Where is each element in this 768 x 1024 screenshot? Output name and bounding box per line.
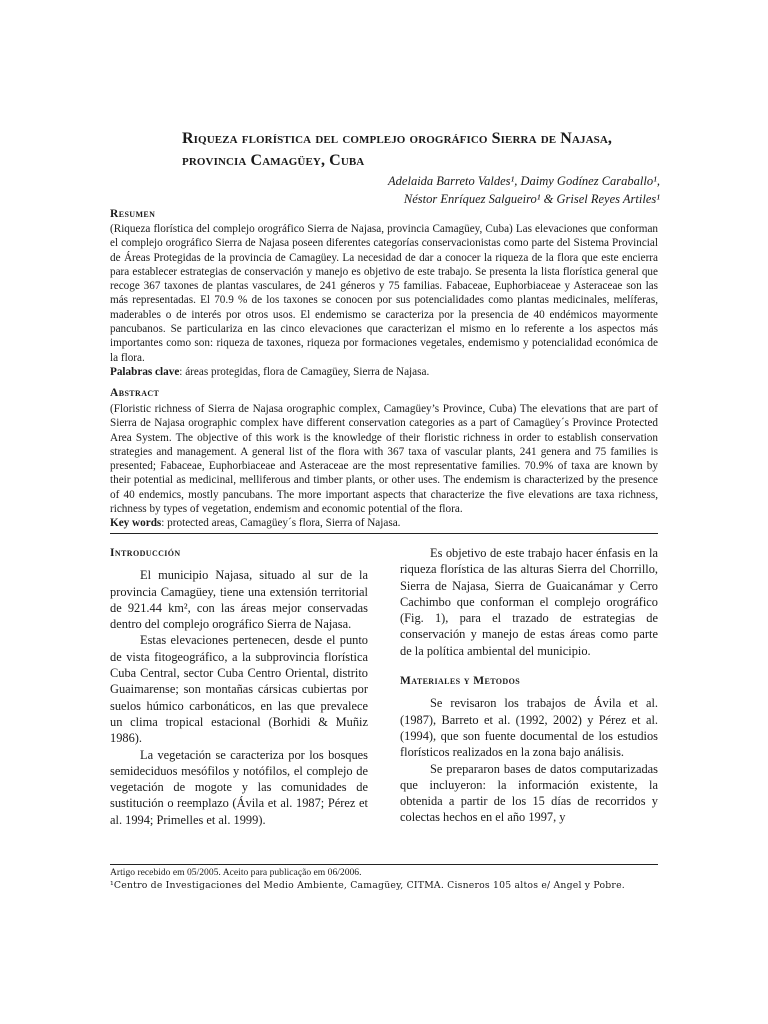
footnotes bbox=[110, 867, 658, 892]
title-line-2: provincia Camagüey, Cuba bbox=[182, 152, 365, 169]
intro-paragraph-2: Estas elevaciones pertenecen, desde el punto de vista fitogeográfico, a la subprovincia florística Cuba Central, sector Cuba Centro Oriental, distrito Guaimarense; son montañas cársicas cubiertas por suelos húmico carbonáticos, en las que prevalece un clima tropical estacional (Borhidi & Muñiz 1986). bbox=[110, 633, 368, 746]
resumen-heading: Resumen bbox=[110, 208, 156, 220]
palabras-clave-label: Palabras clave bbox=[110, 365, 180, 378]
introduccion-heading: Introducción bbox=[110, 547, 181, 559]
resumen-body: (Riqueza florística del complejo orográfico Sierra de Najasa, provincia Camagüey, Cuba) Las elevaciones que conforman el complejo orográfico Sierra de Najasa poseen diferentes categorías conservacionistas como parte del Sistema Provincial de Áreas Protegidas de la provincia de Camagüey. La necesidad de dar a conocer la riqueza de la flora que este encierra para establecer estrategias de conservación y manejo es objetivo de este trabajo. Se presenta la lista florística general que recoge 367 taxones de plantas vasculares, de 241 géneros y 75 familias. Fabaceae, Euphorbiaceae y Asteraceae son las más representadas. El 70.9 % de los taxones se conocen por sus potencialidades como plantas medicinales, melíferas, maderables o de interés por otros usos. El endemismo se caracteriza por la presencia de 40 endémicos mayormente pancubanos. Se particulariza en las cinco elevaciones que caracterizan el mismo en lo referente a los aspectos más importantes como son: riqueza de taxones, riqueza por formaciones vegetales, endemismo y potencialidad económica de la flora. bbox=[110, 223, 658, 364]
key-words-label: Key words bbox=[110, 517, 162, 530]
authors-line-2: Néstor Enríquez Salgueiro¹ & Grisel Reyes Artiles¹ bbox=[403, 192, 660, 206]
title-line-1: Riqueza florística del complejo orográfico Sierra de Najasa, bbox=[182, 130, 612, 147]
abstract-body: (Floristic richness of Sierra de Najasa orographic complex, Camagüey’s Province, Cuba) The elevations that are part of Sierra de Najasa orographic complex have different conservation categories as a part of Camagüey´s Province Protected Area System. The objective of this work is the knowledge of their floristic richness in order to establish conservation strategies and management. A general list of the flora with 367 taxa of vascular plants, 241 genera and 75 families is presented; Fabaceae, Euphorbiaceae and Asteraceae are the most representative families. 70.9% of taxa are known by their potential as medicinal, melliferous and timber plants, or other uses. The endemism is characterized by the presence of 40 endemics, mostly pancubans. The more important aspects that characterize the five elevations are taxa richness, richness by types of vegetation, endemism and economic potential of the flora. bbox=[110, 403, 658, 516]
key-words-text: : protected areas, Camagüey´s flora, Sierra of Najasa. bbox=[161, 517, 401, 530]
abstract-section bbox=[110, 402, 658, 531]
received-note: Artigo recebido em 05/2005. Aceito para publicação em 06/2006. bbox=[110, 867, 362, 878]
intro-paragraph-3: La vegetación se caracteriza por los bosques semideciduos mesófilos y notófilos, el complejo de vegetación de mogote y las comunidades de sustitución o reemplazo (Ávila et al. 1987; Pérez et al. 1994; Primelles et al. 1999). bbox=[110, 747, 368, 827]
footnote-divider bbox=[110, 864, 658, 865]
affiliation-note: ¹Centro de Investigaciones del Medio Ambiente, Camagüey, CITMA. Cisneros 105 altos e/ Angel y Pobre. bbox=[110, 879, 625, 891]
abstract-divider bbox=[110, 533, 658, 534]
left-column bbox=[110, 545, 368, 828]
abstract-heading: Abstract bbox=[110, 387, 160, 399]
materiales-heading: Materiales y Metodos bbox=[400, 675, 521, 688]
methods-paragraph-1: Se revisaron los trabajos de Ávila et al. (1987), Barreto et al. (1992, 2002) y Pérez et al. (1994), que son fuente documental de los estudios florísticos realizados en la zona bajo análisis. bbox=[400, 696, 658, 760]
author-list bbox=[300, 172, 660, 208]
intro-paragraph-4: Es objetivo de este trabajo hacer énfasis en la riqueza florística de las alturas Sierra del Chorrillo, Sierra de Najasa, Sierra de Guaicanámar y Cerro Cachimbo que conforman el complejo orográfico (Fig. 1), para el trazado de estrategias de conservación y manejo de estas áreas como parte de la política ambiental del municipio. bbox=[400, 546, 658, 658]
article-title bbox=[182, 128, 682, 172]
authors-line-1: Adelaida Barreto Valdes¹, Daimy Godínez Caraballo¹, bbox=[388, 174, 660, 188]
intro-paragraph-1: El municipio Najasa, situado al sur de la provincia Camagüey, tiene una extensión territorial de 921.44 km², con las áreas mejor conservadas dentro del complejo orográfico Sierra de Najasa. bbox=[110, 568, 368, 632]
right-column bbox=[400, 545, 658, 826]
palabras-clave-text: : áreas protegidas, flora de Camagüey, Sierra de Najasa. bbox=[179, 365, 430, 378]
resumen-section bbox=[110, 222, 658, 379]
methods-paragraph-2: Se prepararon bases de datos computarizadas que incluyeron: la información existente, la obtenida a partir de los 15 días de recorridos y colectas hechos en el año 1997, y bbox=[400, 761, 658, 825]
